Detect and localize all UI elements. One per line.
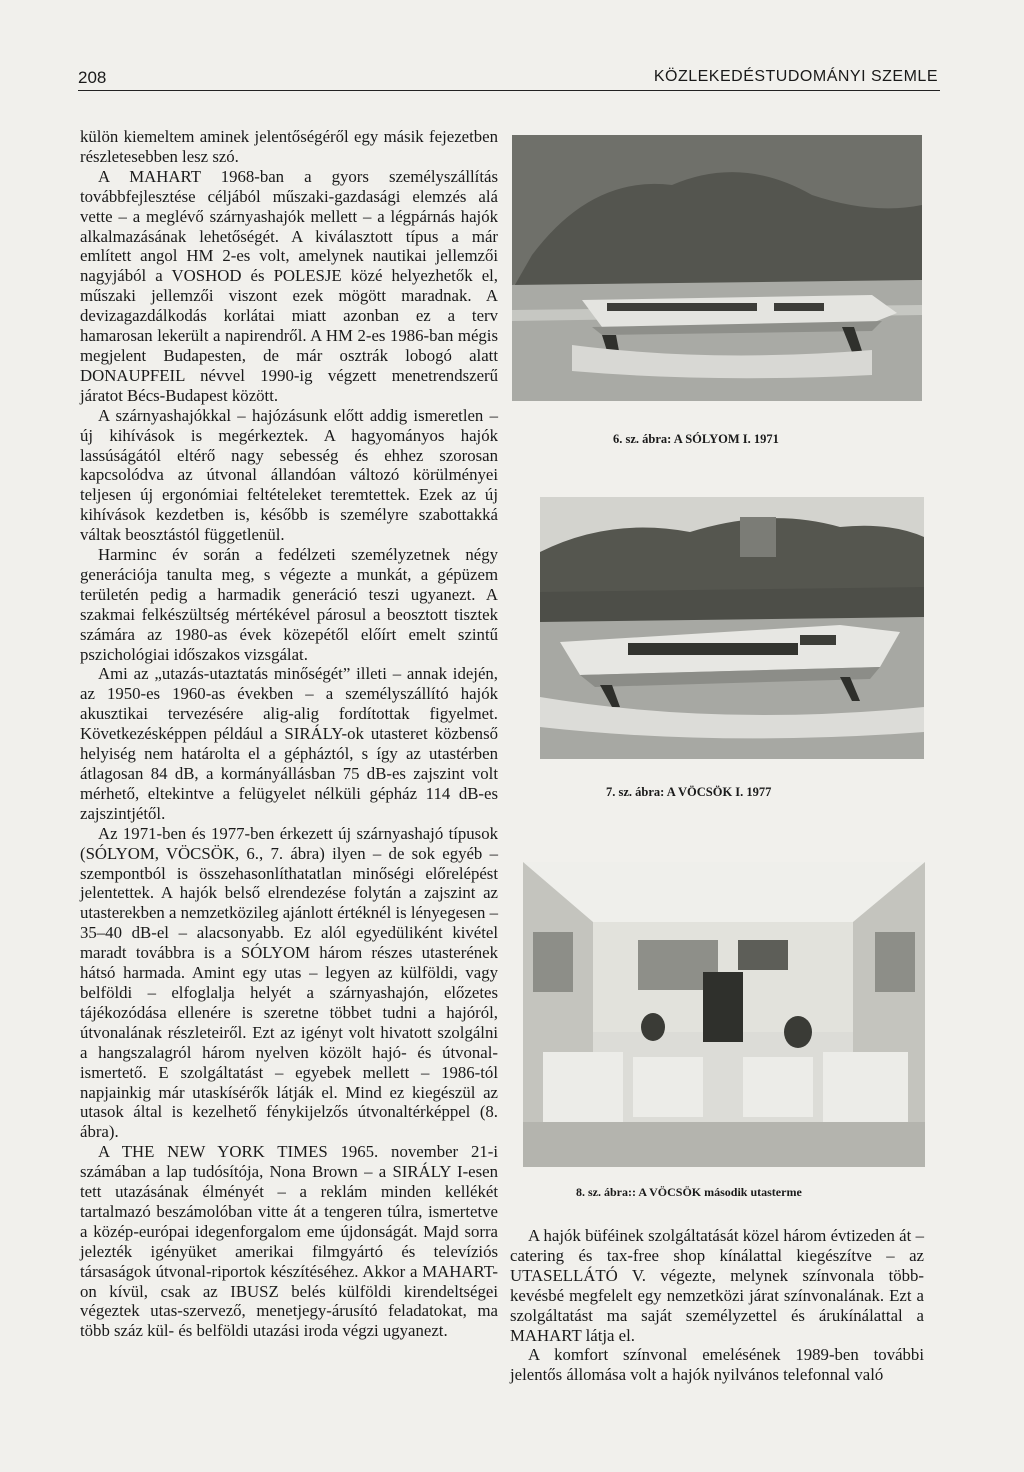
- figure-6-caption: 6. sz. ábra: A SÓLYOM I. 1971: [613, 432, 779, 446]
- paragraph: Ami az „utazás-utaztatás minőségét” illeti – annak idején, az 1950-es 1960-as években – a személyszállító hajók akusztikai tervezésére alig-alig fordítottak figyelmet. Következésképpen például a SIRÁLY-ok utasteret közbenső helyiség nem határolta el a gépháztól, s így az utastérben átlagosan 84 dB, a kormányállásban 75 dB-es zajszint volt mérhető, eltekintve a felügyelet nélküli gépház 114 dB-es zajszintjétől.: [80, 664, 498, 823]
- figure-7-caption: 7. sz. ábra: A VÖCSÖK I. 1977: [606, 785, 772, 799]
- left-text-column: [80, 127, 498, 1341]
- figure-8-photo: [523, 862, 925, 1167]
- paragraph: A komfort színvonal emelésének 1989-ben további jelentős állomása volt a hajók nyilvános telefonnal való: [510, 1345, 924, 1385]
- journal-title: KÖZLEKEDÉSTUDOMÁNYI SZEMLE: [653, 68, 938, 85]
- figure-8-caption: 8. sz. ábra:: A VÖCSÖK második utasterme: [576, 1185, 802, 1199]
- right-text-column: [510, 1226, 924, 1385]
- paragraph: külön kiemeltem aminek jelentőségéről egy másik fejezetben részletesebben lesz szó.: [80, 127, 498, 166]
- paragraph: A THE NEW YORK TIMES 1965. november 21-i számában a lap tudósítója, Nona Brown – a SIRÁLY I-esen tett utazásának élményét – a reklám minden kellékét tartalmazó beszámolóban vitte át a tengeren túlra, ismertetve a közép-európai idegenforgalom eme újdonságát. Majd sorra jelezték igényüket amerikai filmgyártó és televíziós társaságok útvonal-riportok készítéséhez. Akkor a MAHART-on kívül, csak az IBUSZ belés külföldi kirendeltségei végeztek utas-szervező, menetjegy-árusító feladatokat, ma több száz kül- és belföldi utazási iroda végzi ugyanezt.: [80, 1142, 498, 1341]
- page-header: [78, 66, 940, 91]
- figure-6-photo: [512, 135, 922, 401]
- paragraph: A MAHART 1968-ban a gyors személyszállítás továbbfejlesztése céljából műszaki-gazdasági elemzés alá vette – a meglévő szárnyashajók mellett – a légpárnás hajók alkalmazásának lehetőségét. A kiválasztott típus a már említett angol HM 2-es volt, amelynek nautikai jellemzői nagyjából a VOSHOD és POLESJE közé helyezhetők el, műszaki jellemzői viszont ezek mögött maradnak. A devizagazdálkodás korlátai miatt azonban ez a terv hamarosan lekerült a napirendről. A HM 2-es 1986-ban mégis megjelent Budapesten, de már osztrák lobogó alatt DONAUPFEIL névvel 1990-ig végzett menetrendszerű járatot Bécs-Budapest között.: [80, 166, 498, 405]
- figure-7-photo: [540, 497, 924, 759]
- paragraph: A hajók büféinek szolgáltatását közel három évtizeden át – catering és tax-free shop kínálattal kiegészítve – az UTASELLÁTÓ V. végezte, melynek színvonala több-kevésbé megfelelt egy nemzetközi járat színvonalának. Ezt a szolgáltatást ma saját személyzettel és árukínálattal a MAHART látja el.: [510, 1226, 924, 1345]
- paragraph: A szárnyashajókkal – hajózásunk előtt addig ismeretlen – új kihívások is megérkeztek. A hagyományos hajók lassúságától eltérő nagy sebesség és ehhez szorosan kapcsolódva az útvonal állandóan változó körülményei teljesen új ergonómiai feltételeket teremtettek. Ezek az új kihívások kezdetben is, később is személyre szabottakká váltak beosztástól függetlenül.: [80, 405, 498, 545]
- paragraph: Harminc év során a fedélzeti személyzetnek négy generációja tanulta meg, s végezte a munkát, a gépüzem területén pedig a harmadik generáció teszi ugyanezt. A szakmai felkészültség mértékével párosul a beosztott tisztek számára az 1980-as évek közepétől előírt emelt szintű pszichológiai időszakos vizsgálat.: [80, 545, 498, 664]
- page-number: 208: [78, 68, 107, 87]
- paragraph: Az 1971-ben és 1977-ben érkezett új szárnyashajó típusok (SÓLYOM, VÖCSÖK, 6., 7. ábra) ilyen – de sok egyéb – szempontból is összehasonlíthatatlan minőségi előrelépést jelentettek. A hajók belső elrendezése folytán a zajszint az utasterekben a nemzetközileg ajánlott értéknél is lényegesen – 35–40 dB-el – alacsonyabb. Ez alól egyedüliként kivétel maradt továbbra is a SÓLYOM három részes utasterének hátsó harmada. Amint egy utas – legyen az külföldi, vagy belföldi – elfoglalja helyét a szárnyashajón, előzetes tájékozódása ellenére is szeretne többet tudni a hajóról, útvonalának részleteiről. Ezt az igényt volt hivatott szolgálni a hangszalagról három nyelven közölt hajó- és útvonal-ismertető. E szolgáltatást – egyebek mellett – 1986-tól napjainkig már utaskísérők látják el. Mind ez kiegészül az utasok által is kezelhető fénykijelzős útvonaltérképpel (8. ábra).: [80, 823, 498, 1142]
